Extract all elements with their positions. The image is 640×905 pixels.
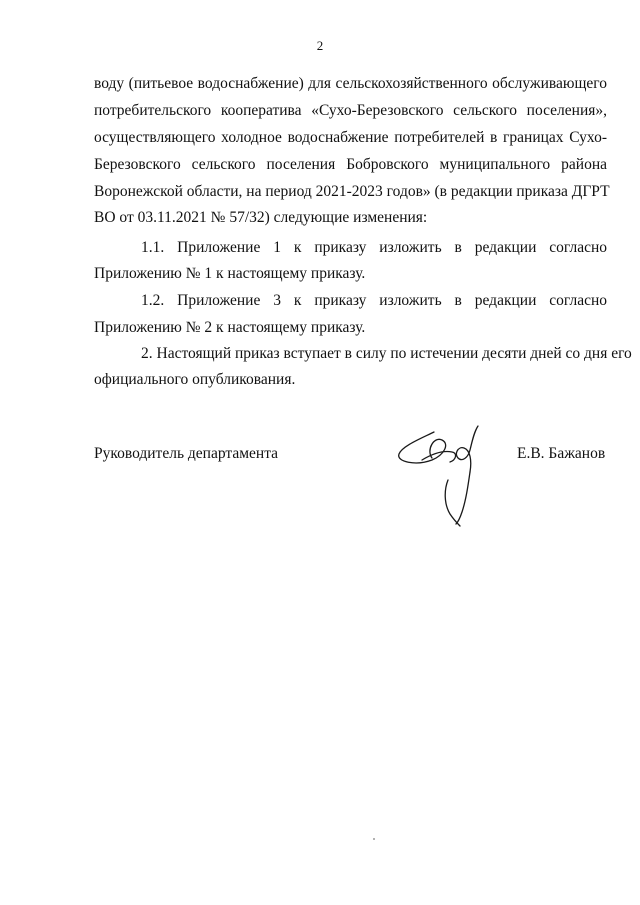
signatory-name: Е.В. Бажанов — [517, 445, 606, 462]
item-1-1-continuation: Приложению № 1 к настоящему приказу. — [94, 265, 366, 282]
item-1-2-continuation: Приложению № 2 к настоящему приказу. — [94, 319, 366, 336]
body-line: потребительского кооператива «Сухо-Березовского сельского поселения», — [94, 102, 607, 119]
handwritten-signature — [392, 420, 492, 530]
scan-speck — [373, 838, 375, 840]
body-line-last: ВО от 03.11.2021 № 57/32) следующие изменения: — [94, 209, 428, 226]
body-line: Березовского сельского поселения Бобровского муниципального района — [94, 156, 607, 173]
item-1-1-line: 1.1. Приложение 1 к приказу изложить в редакции согласно — [141, 239, 607, 256]
item-1-2-line: 1.2. Приложение 3 к приказу изложить в редакции согласно — [141, 292, 607, 309]
body-line: осуществляющего холодное водоснабжение потребителей в границах Сухо- — [94, 129, 607, 146]
body-line: воду (питьевое водоснабжение) для сельскохозяйственного обслуживающего — [94, 75, 607, 92]
signatory-title: Руководитель департамента — [94, 445, 279, 462]
item-2-line: 2. Настоящий приказ вступает в силу по истечении десяти дней со дня его — [141, 345, 632, 362]
page-number: 2 — [316, 38, 324, 53]
item-2-continuation: официального опубликования. — [94, 371, 296, 388]
body-line: Воронежской области, на период 2021-2023 годов» (в редакции приказа ДГРТ — [94, 183, 610, 200]
